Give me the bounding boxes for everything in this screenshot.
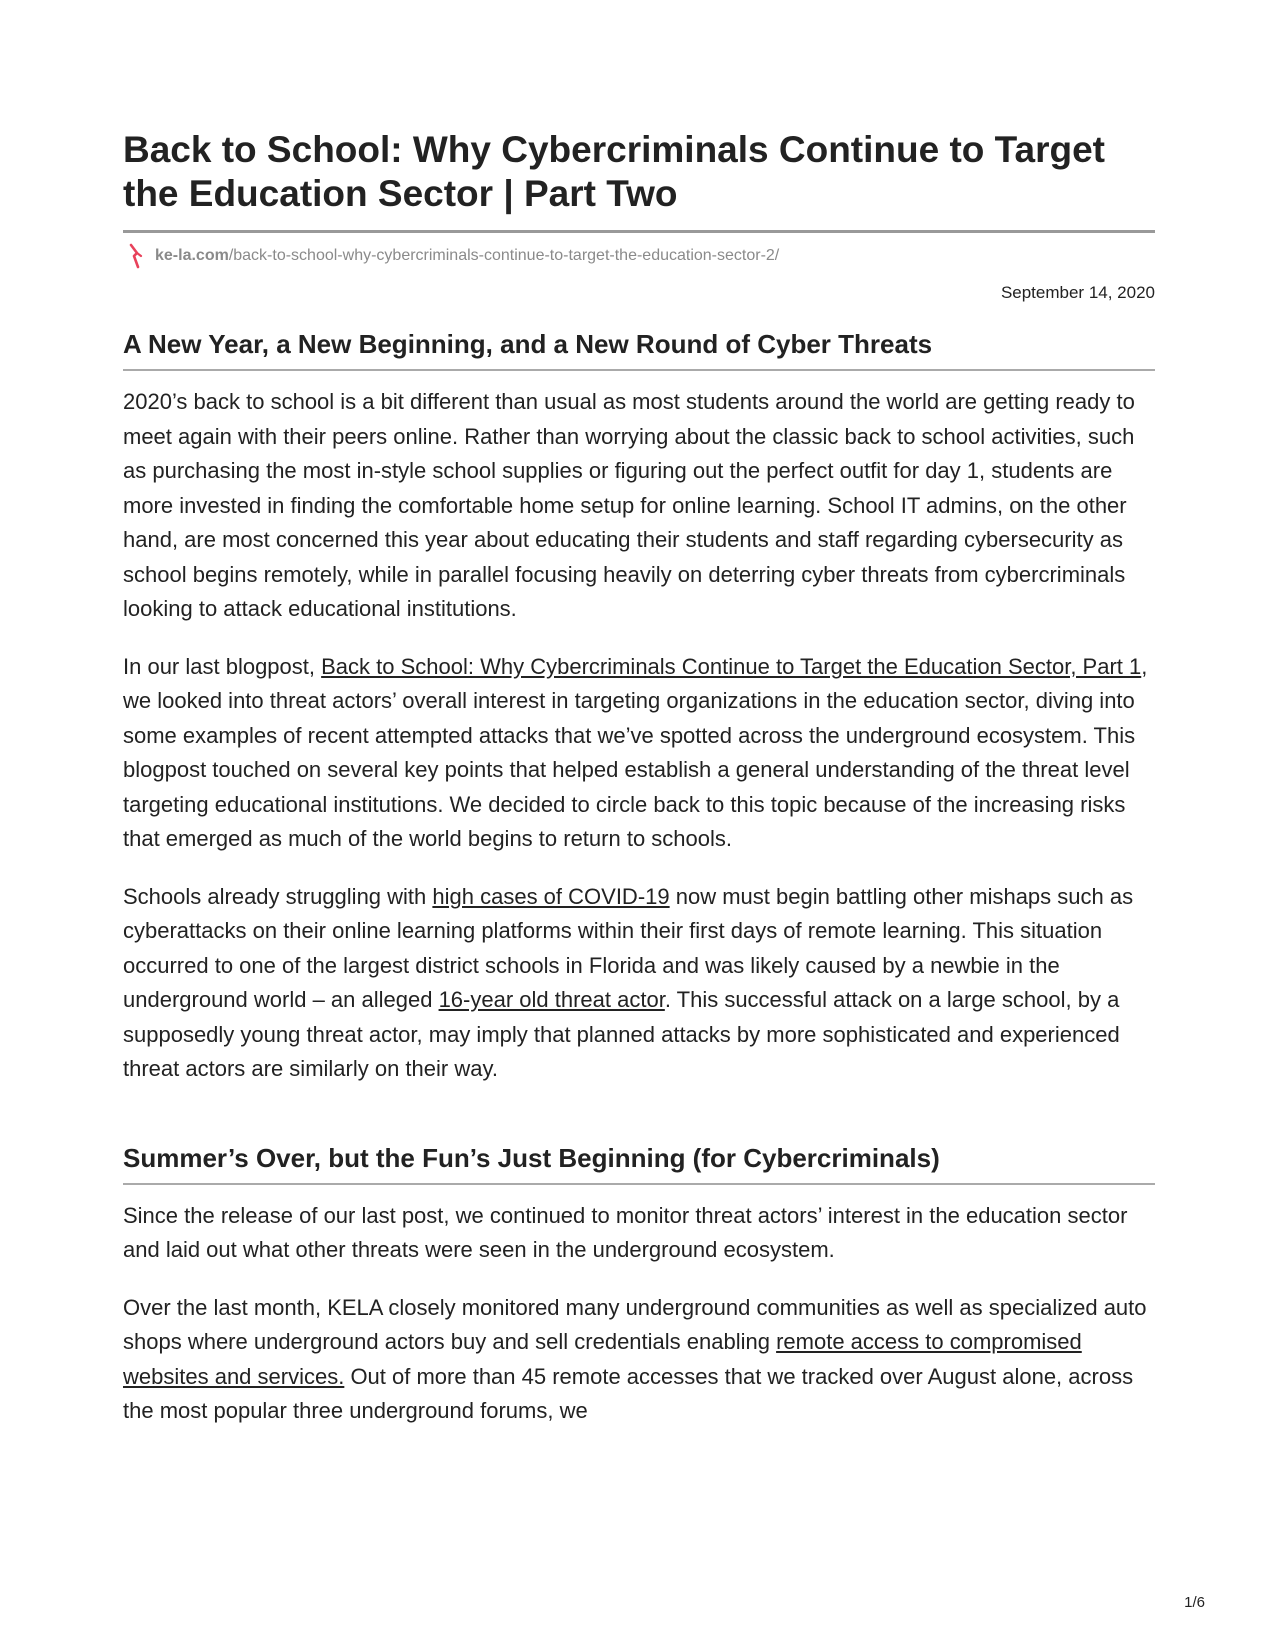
source-path[interactable]: /back-to-school-why-cybercriminals-continue-to-target-the-education-sector-2/ xyxy=(228,247,780,264)
paragraph-text: Since the release of our last post, we continued to monitor threat actors’ interest in the education sector and laid out what other threats were seen in the underground ecosystem. xyxy=(123,1202,1128,1262)
paragraph xyxy=(123,1291,1155,1429)
page-number: 1/6 xyxy=(1184,1594,1205,1611)
paragraph xyxy=(123,880,1155,1087)
paragraph-text: In our last blogpost, xyxy=(123,653,322,679)
paragraph-text: Schools already struggling with xyxy=(123,883,433,909)
article-title: Back to School: Why Cybercriminals Continue to Target the Education Sector | Part Two xyxy=(123,128,1155,233)
paragraph-text: Out of more than 45 remote accesses that we tracked over August alone, across the most popular three underground forums, we xyxy=(123,1363,1134,1423)
section-heading: Summer’s Over, but the Fun’s Just Beginning (for Cybercriminals) xyxy=(123,1143,1155,1185)
bookmark-arrow-icon xyxy=(125,243,147,269)
threat-actor-link[interactable]: 16-year old threat actor xyxy=(438,987,665,1012)
source-url[interactable] xyxy=(123,243,1155,269)
paragraph-text: . This successful attack on a large school, by a supposedly young threat actor, may imply that planned attacks by more sophisticated and experienced threat actors are similarly on their way. xyxy=(123,987,1120,1081)
section-heading: A New Year, a New Beginning, and a New Round of Cyber Threats xyxy=(123,329,1155,371)
paragraph-text: , we looked into threat actors’ overall interest in targeting organizations in the education sector, diving into some examples of recent attempted attacks that we’ve spotted across the underground ecosystem. This blogpost touched on several key points that helped establish a general understanding of the threat level targeting educational institutions. We decided to circle back to this topic because of the increasing risks that emerged as much of the world begins to return to schools. xyxy=(123,653,1148,851)
publish-date: September 14, 2020 xyxy=(1000,283,1155,302)
article xyxy=(123,128,1155,1429)
part-one-link[interactable]: Back to School: Why Cybercriminals Continue to Target the Education Sector, Part 1 xyxy=(321,653,1142,679)
paragraph-text: Over the last month, KELA closely monitored many underground communities as well as specialized auto shops where underground actors buy and sell credentials enabling xyxy=(123,1294,1147,1354)
remote-access-link[interactable]: remote access to compromised websites and services. xyxy=(123,1329,1082,1389)
paragraph xyxy=(123,650,1155,857)
source-domain[interactable]: ke-la.com xyxy=(155,247,229,264)
paragraph-text: 2020’s back to school is a bit different than usual as most students around the world are getting ready to meet again with their peers online. Rather than worrying about the classic back to school activities, such as purchasing the most in-style school supplies or figuring out the perfect outfit for day 1, students are more invested in finding the comfortable home setup for online learning. School IT admins, on the other hand, are most concerned this year about educating their students and staff regarding cybersecurity as school begins remotely, while in parallel focusing heavily on deterring cyber threats from cybercriminals looking to attack educational institutions. xyxy=(123,389,1135,621)
covid-cases-link[interactable]: high cases of COVID-19 xyxy=(432,883,670,909)
paragraph xyxy=(123,385,1155,627)
paragraph-text: now must begin battling other mishaps such as cyberattacks on their online learning platforms within their first days of remote learning. This situation occurred to one of the largest district schools in Florida and was likely caused by a newbie in the underground world – an alleged xyxy=(123,883,1134,1012)
paragraph xyxy=(123,1199,1155,1268)
